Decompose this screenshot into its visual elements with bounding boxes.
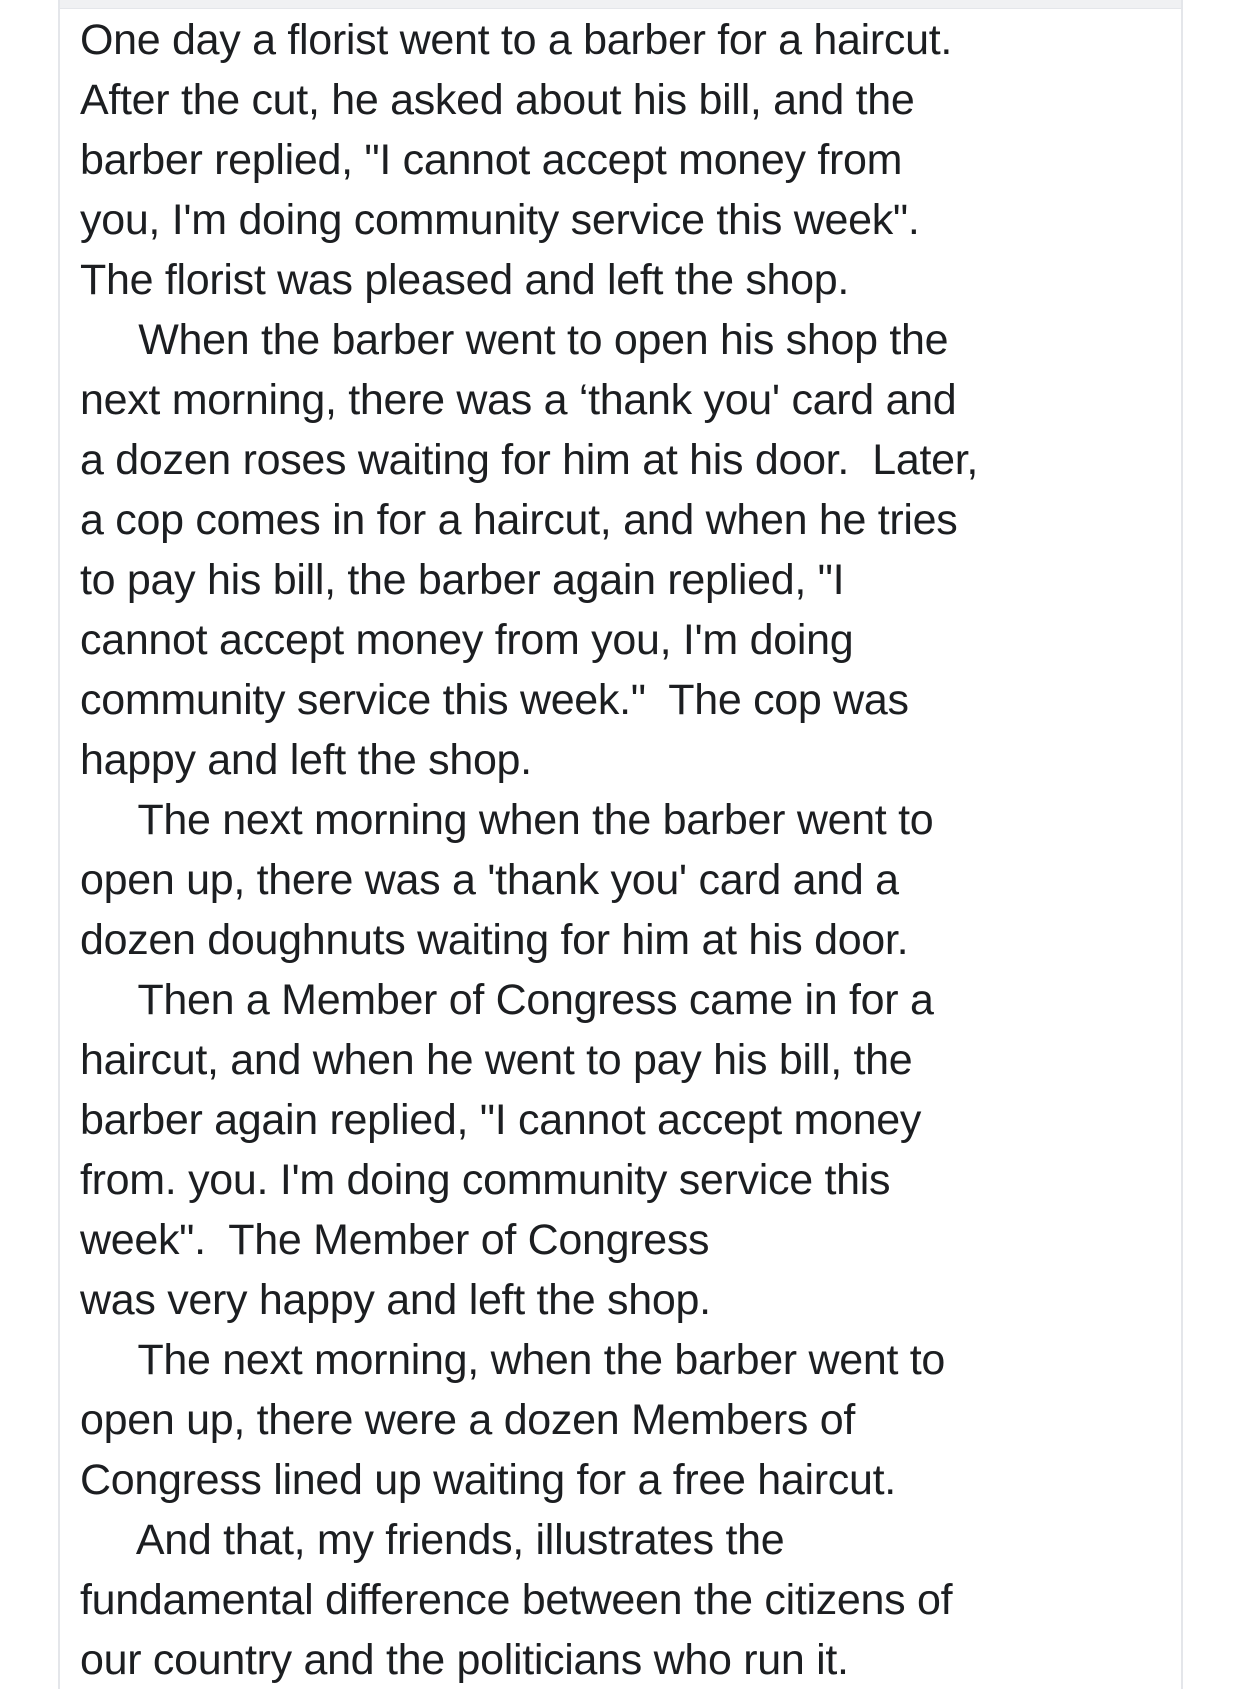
post-card-right-edge [1181,0,1183,1689]
post-card-left-edge [58,0,60,1689]
post-text-line: was very happy and left the shop. [80,1276,711,1324]
post-text-line: The next morning when the barber went to [80,796,934,844]
post-text-line: a dozen roses waiting for him at his door. Later, [80,436,979,484]
post-text-line: Congress lined up waiting for a free haircut. [80,1456,896,1504]
post-text-line: barber again replied, "I cannot accept money [80,1096,922,1144]
post-text-line: cannot accept money from you, I'm doing [80,616,854,664]
post-text-line: to pay his bill, the barber again replied, "I [80,556,845,604]
post-text-line: open up, there were a dozen Members of [80,1396,856,1444]
post-text-line: The florist was pleased and left the shop. [80,256,850,304]
post-text-line: open up, there was a 'thank you' card and a [80,856,899,904]
post-text-line: Then a Member of Congress came in for a [80,976,934,1024]
post-text-line: next morning, there was a ‘thank you' card and [80,376,957,424]
post-text-line: And that, my friends, illustrates the [80,1516,785,1564]
post-text-line: you, I'm doing community service this week". [80,196,920,244]
post-text [80,10,1175,1690]
post-text-line: happy and left the shop. [80,736,532,784]
post-text-line: fundamental difference between the citizens of [80,1576,953,1624]
post-text-line: community service this week." The cop was [80,676,909,724]
post-text-line: week". The Member of Congress [80,1216,710,1264]
post-text-line: barber replied, "I cannot accept money from [80,136,903,184]
post-text-line: After the cut, he asked about his bill, and the [80,76,915,124]
post-text-line: When the barber went to open his shop the [80,316,949,364]
post-text-line: The next morning, when the barber went to [80,1336,946,1384]
post-text-line: dozen doughnuts waiting for him at his door. [80,916,909,964]
post-text-line: a cop comes in for a haircut, and when he tries [80,496,958,544]
post-text-line: One day a florist went to a barber for a haircut. [80,16,953,64]
post-card-top-edge [58,0,1183,9]
post-text-line: our country and the politicians who run it. [80,1636,849,1684]
post-text-line: from. you. I'm doing community service this [80,1156,891,1204]
post-text-line: haircut, and when he went to pay his bill, the [80,1036,913,1084]
